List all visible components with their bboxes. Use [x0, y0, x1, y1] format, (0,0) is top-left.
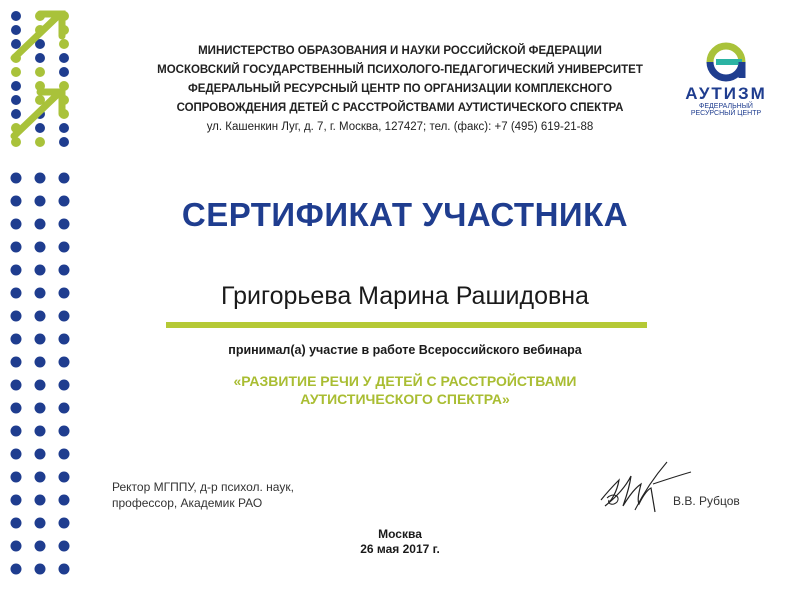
decor-dot — [11, 196, 22, 207]
decor-dot — [11, 81, 21, 91]
decor-dot — [59, 357, 70, 368]
issue-date: 26 мая 2017 г. — [360, 542, 440, 556]
decor-dot — [59, 265, 70, 276]
signatory-position — [112, 479, 372, 511]
decor-dot — [59, 380, 70, 391]
decor-dot — [11, 265, 22, 276]
signatory-position-line-1: Ректор МГППУ, д-р психол. наук, — [112, 480, 294, 494]
decor-dot — [59, 334, 70, 345]
signatory-name: В.В. Рубцов — [673, 494, 740, 508]
decor-dot — [59, 403, 70, 414]
decor-dot — [35, 380, 46, 391]
decor-dot — [11, 380, 22, 391]
decor-dot — [11, 541, 22, 552]
decor-dot — [11, 495, 22, 506]
decor-dot — [35, 472, 46, 483]
decor-dot — [11, 25, 21, 35]
decor-dot — [35, 564, 46, 575]
decor-dot — [35, 242, 46, 253]
decor-dot — [11, 357, 22, 368]
decor-dot — [11, 219, 22, 230]
decor-dot — [35, 67, 45, 77]
decor-arrow — [14, 14, 62, 58]
decor-dot — [59, 137, 69, 147]
decor-dot — [59, 173, 70, 184]
certificate-title: СЕРТИФИКАТ УЧАСТНИКА — [181, 196, 629, 233]
decor-dot — [59, 242, 70, 253]
decor-dot — [35, 357, 46, 368]
decor-dot — [59, 196, 70, 207]
decor-dot — [11, 472, 22, 483]
decor-dot — [59, 541, 70, 552]
decor-dot — [11, 518, 22, 529]
decor-dot — [35, 311, 46, 322]
logo-mark-icon — [702, 40, 750, 84]
decor-dot — [35, 173, 46, 184]
decor-dot — [11, 67, 21, 77]
ministry-line: МИНИСТЕРСТВО ОБРАЗОВАНИЯ И НАУКИ РОССИЙСКОЙ ФЕДЕРАЦИИ — [198, 45, 602, 57]
decor-dot — [11, 426, 22, 437]
decor-dot — [59, 53, 69, 63]
webinar-title-line-1: «РАЗВИТИЕ РЕЧИ У ДЕТЕЙ С РАССТРОЙСТВАМИ — [233, 373, 577, 389]
decor-dot — [11, 242, 22, 253]
university-line: МОСКОВСКИЙ ГОСУДАРСТВЕННЫЙ ПСИХОЛОГО-ПЕДАГОГИЧЕСКИЙ УНИВЕРСИТЕТ — [157, 64, 643, 76]
recipient-underline — [166, 322, 647, 328]
decor-dot — [59, 472, 70, 483]
decor-dot — [35, 219, 46, 230]
issuer-header — [120, 42, 680, 137]
decor-dot — [59, 123, 69, 133]
decor-dot — [11, 403, 22, 414]
decor-dot — [35, 426, 46, 437]
decor-dot — [35, 265, 46, 276]
decor-dot — [59, 311, 70, 322]
decor-dot — [11, 449, 22, 460]
decor-dot — [35, 288, 46, 299]
logo-subtitle-1: ФЕДЕРАЛЬНЫЙ — [699, 103, 753, 110]
decor-dot — [35, 541, 46, 552]
logo-wordmark: АУТИЗМ — [685, 84, 767, 103]
decor-dot — [59, 495, 70, 506]
decor-dot — [59, 288, 70, 299]
decor-dot — [11, 109, 21, 119]
autism-center-logo — [684, 40, 768, 118]
decor-dot — [35, 53, 45, 63]
decor-dot — [11, 39, 21, 49]
decor-dot — [11, 564, 22, 575]
center-line-2: СОПРОВОЖДЕНИЯ ДЕТЕЙ С РАССТРОЙСТВАМИ АУТИСТИЧЕСКОГО СПЕКТРА — [176, 102, 624, 114]
decor-dot — [35, 123, 45, 133]
decor-dot — [59, 518, 70, 529]
handwritten-signature — [595, 450, 695, 520]
center-line-1: ФЕДЕРАЛЬНЫЙ РЕСУРСНЫЙ ЦЕНТР ПО ОРГАНИЗАЦИИ КОМПЛЕКСНОГО — [187, 83, 613, 95]
participation-statement: принимал(а) участие в работе Всероссийского вебинара — [228, 343, 582, 357]
decorative-dot-pattern — [0, 0, 90, 600]
logo-subtitle-2: РЕСУРСНЫЙ ЦЕНТР — [690, 110, 762, 117]
issue-city: Москва — [378, 527, 422, 541]
issue-place-date — [300, 527, 500, 557]
decor-dot — [35, 403, 46, 414]
decor-dot — [35, 137, 45, 147]
decor-dot — [59, 39, 69, 49]
decor-dot — [59, 67, 69, 77]
decor-dot — [59, 449, 70, 460]
decor-dot — [59, 564, 70, 575]
recipient-name: Григорьева Марина Рашидовна — [221, 282, 589, 310]
webinar-title-line-2: АУТИСТИЧЕСКОГО СПЕКТРА» — [300, 391, 510, 407]
decor-dot — [11, 173, 22, 184]
decor-dot — [35, 518, 46, 529]
decor-dot — [11, 311, 22, 322]
decor-dot — [11, 11, 21, 21]
decor-dot — [35, 449, 46, 460]
decor-dot — [59, 219, 70, 230]
decor-dot — [11, 288, 22, 299]
address-line: ул. Кашенкин Луг, д. 7, г. Москва, 127427; тел. (факс): +7 (495) 619-21-88 — [206, 121, 594, 133]
decor-dot — [59, 426, 70, 437]
decor-dot — [35, 196, 46, 207]
webinar-title — [150, 372, 660, 408]
decor-dot — [11, 334, 22, 345]
signatory-position-line-2: профессор, Академик РАО — [112, 496, 263, 510]
decor-dot — [11, 95, 21, 105]
decor-dot — [35, 495, 46, 506]
decor-dot — [35, 334, 46, 345]
